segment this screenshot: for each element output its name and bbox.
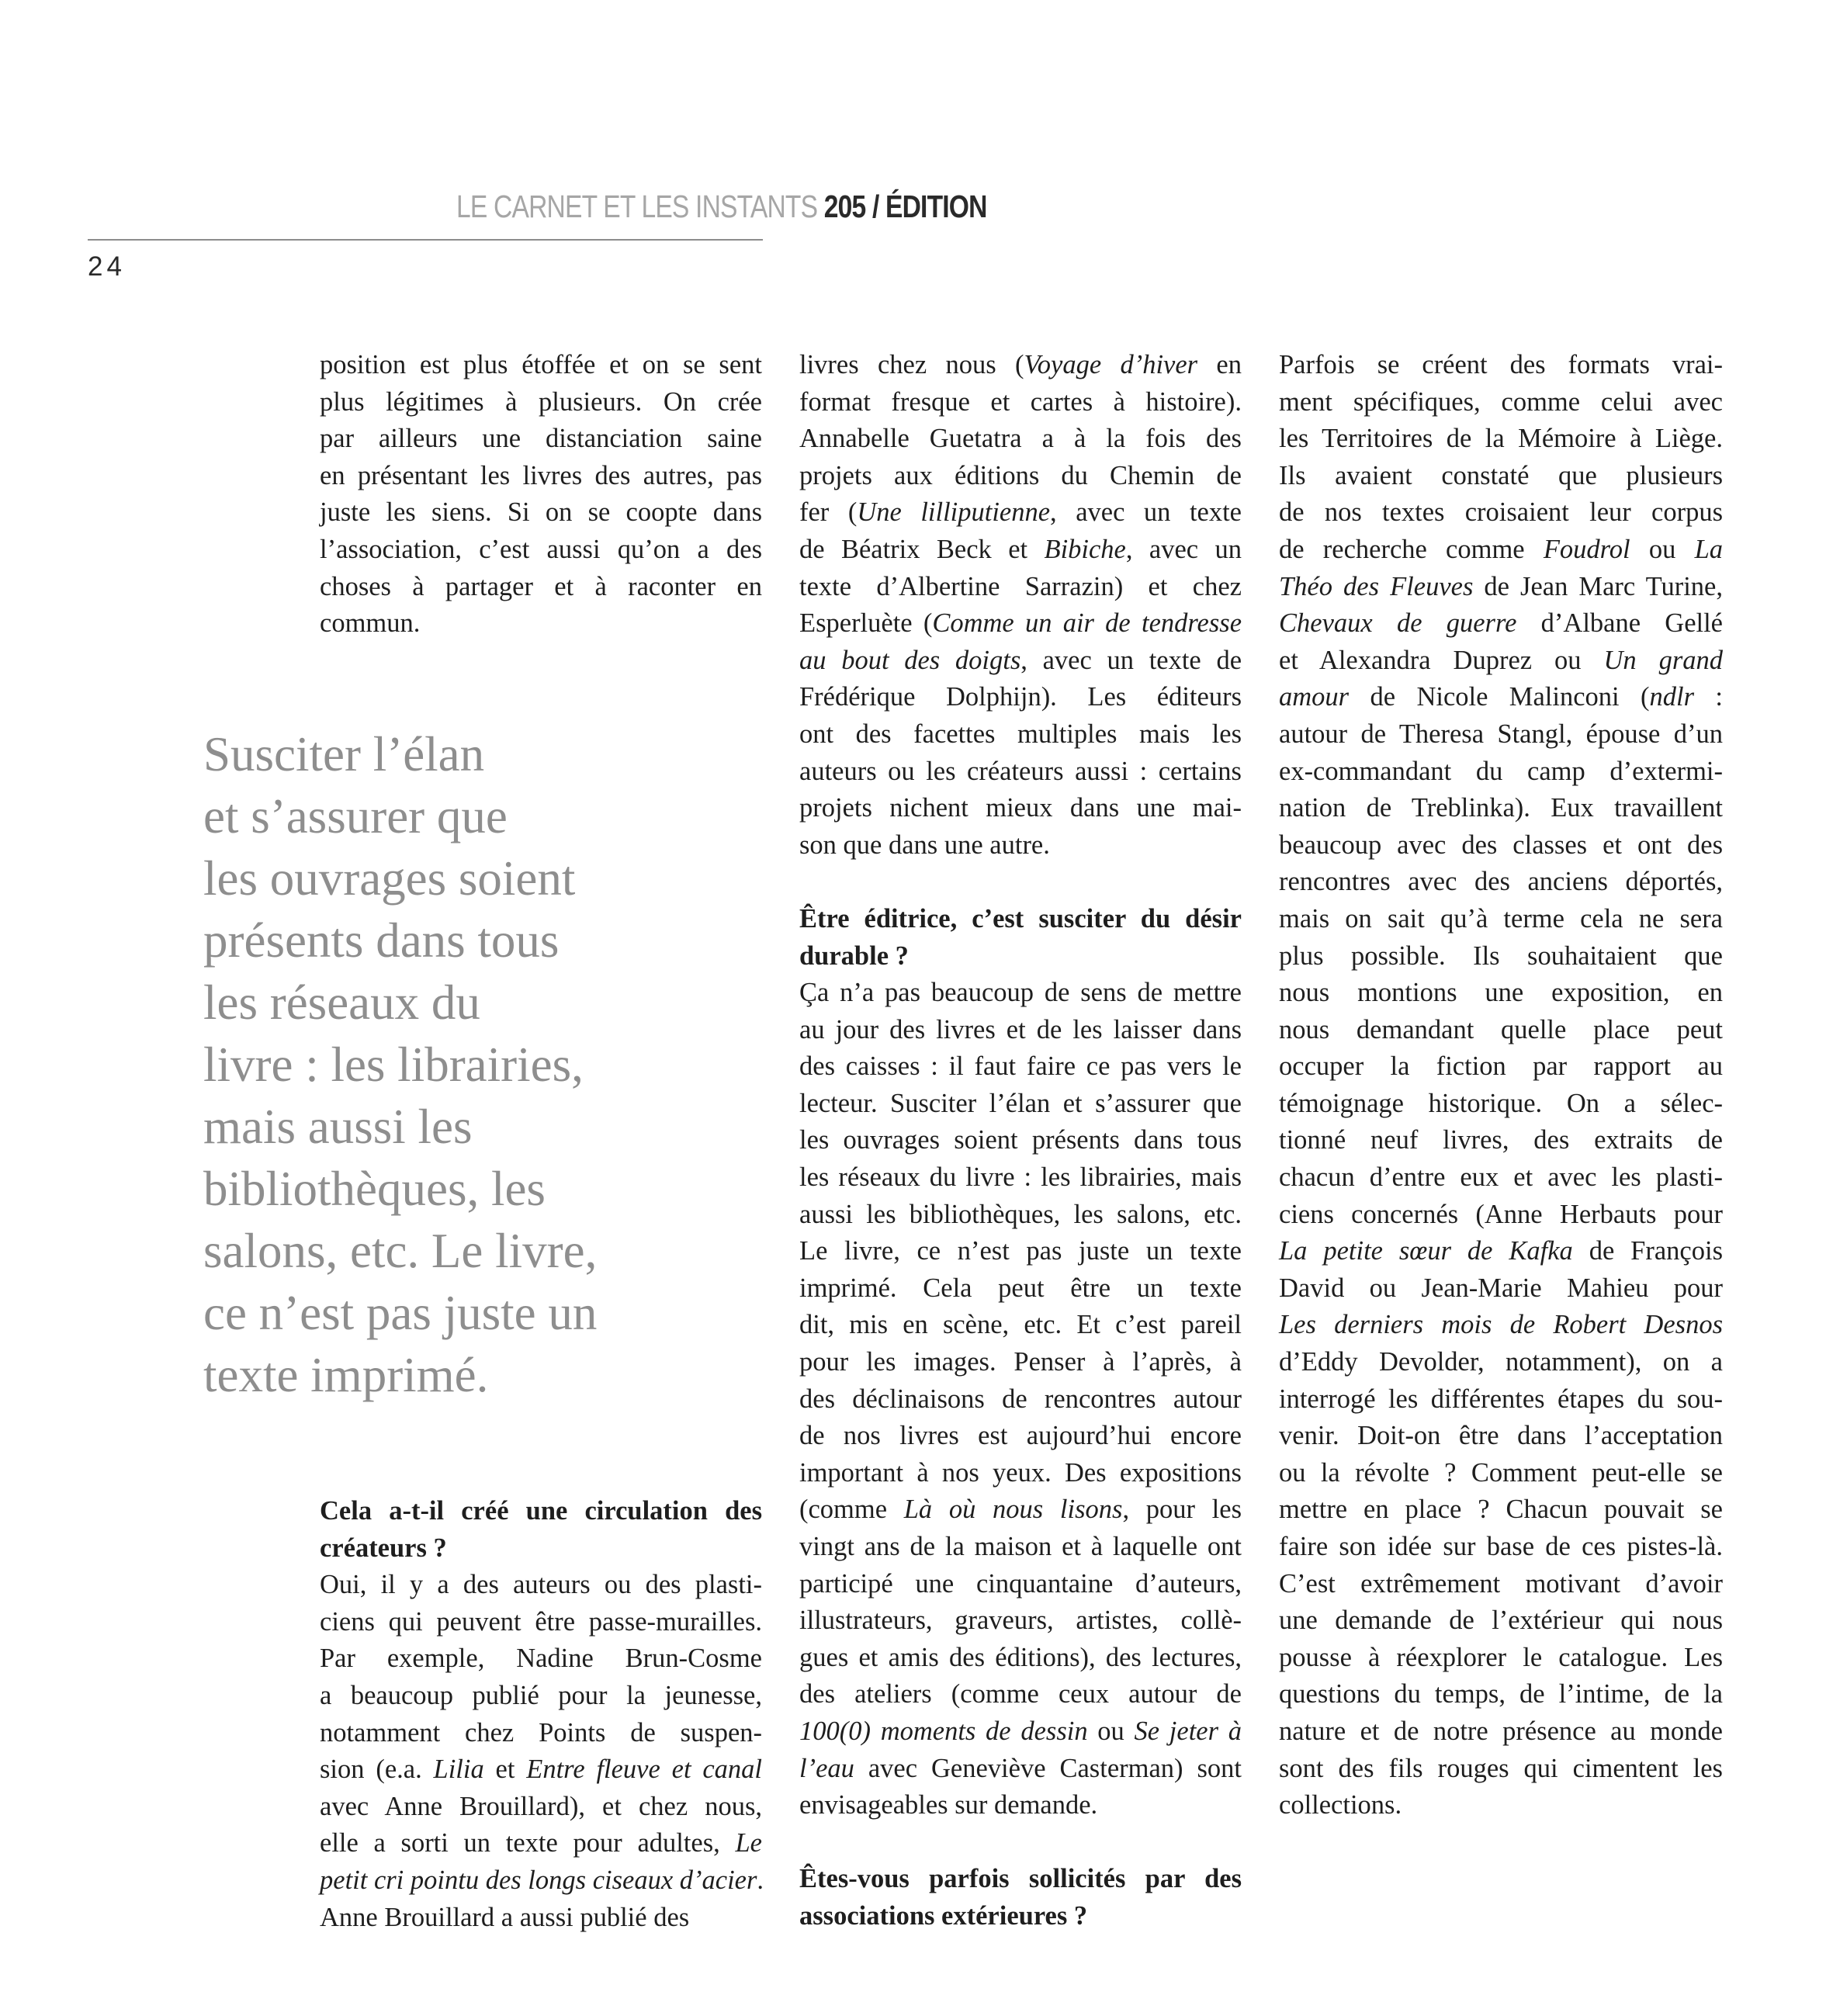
text-line bbox=[1279, 1602, 1723, 1640]
text-segment: d’Eddy Devolder, notamment), on a bbox=[1279, 1347, 1723, 1377]
text-line bbox=[799, 1529, 1242, 1566]
text-line bbox=[799, 1455, 1242, 1492]
text-segment: , avec un texte bbox=[1050, 497, 1242, 528]
text-line bbox=[1279, 494, 1723, 532]
text-line bbox=[799, 975, 1242, 1012]
text-segment: imprimé. Cela peut être un texte bbox=[799, 1273, 1242, 1303]
italic-title: Là où nous lisons bbox=[903, 1495, 1123, 1525]
text-line bbox=[1279, 679, 1723, 716]
text-line: bibliothèques, les bbox=[203, 1162, 546, 1216]
text-line: en présentant les livres des autres, pas bbox=[320, 460, 762, 490]
text-line bbox=[1279, 901, 1723, 938]
text-segment: fer ( bbox=[799, 497, 858, 528]
italic-title: Entre fleuve et canal bbox=[526, 1754, 762, 1785]
text-segment: occuper la fiction par rapport au bbox=[1279, 1051, 1723, 1082]
text-line bbox=[799, 1381, 1242, 1418]
text-segment: des ateliers (comme ceux autour de bbox=[799, 1679, 1242, 1709]
text-line: salons, etc. Le livre, bbox=[203, 1224, 598, 1278]
text-line bbox=[799, 1197, 1242, 1234]
text-line bbox=[799, 827, 1242, 864]
text-segment: ou la révolte ? Comment peut-elle se bbox=[1279, 1457, 1723, 1488]
text-line bbox=[1279, 1381, 1723, 1418]
text-segment: , pour les bbox=[1122, 1495, 1242, 1525]
text-line bbox=[1279, 1713, 1723, 1751]
text-segment: nous demandant quelle place peut bbox=[1279, 1014, 1723, 1044]
text-segment: les réseaux du livre : les librairies, mais bbox=[799, 1162, 1242, 1193]
text-line bbox=[320, 1567, 762, 1604]
italic-title: au bout des doigts bbox=[799, 645, 1021, 675]
answer-desire bbox=[799, 975, 1242, 1824]
text-segment: et Alexandra Duprez ou bbox=[1279, 645, 1604, 675]
italic-title: La petite sœur de Kafka bbox=[1279, 1236, 1573, 1266]
text-line bbox=[320, 1715, 762, 1752]
text-line bbox=[799, 421, 1242, 458]
text-segment: ciens concernés (Anne Herbauts pour bbox=[1279, 1199, 1723, 1229]
text-segment: les Territoires de la Mémoire à Liège. bbox=[1279, 424, 1723, 454]
text-segment: . bbox=[757, 1865, 764, 1895]
text-line bbox=[1279, 458, 1723, 495]
text-line bbox=[799, 569, 1242, 606]
text-segment: son que dans une autre. bbox=[799, 830, 1050, 860]
text-line bbox=[1279, 1012, 1723, 1049]
text-segment: de Nicole Malinconi ( bbox=[1349, 682, 1650, 712]
text-segment: Le livre, ce n’est pas juste un texte bbox=[799, 1236, 1242, 1266]
text-line bbox=[320, 1862, 762, 1900]
text-line: plus légitimes à plusieurs. On crée bbox=[320, 386, 762, 417]
text-segment: de François bbox=[1572, 1236, 1723, 1266]
text-line bbox=[320, 1900, 762, 1937]
text-line: les ouvrages soient bbox=[203, 851, 576, 906]
text-segment: pousse à réexplorer le catalogue. Les bbox=[1279, 1642, 1723, 1672]
text-line bbox=[1279, 864, 1723, 901]
text-segment: d’Albane Gellé bbox=[1516, 608, 1723, 639]
text-line bbox=[1279, 827, 1723, 864]
column-2 bbox=[799, 347, 1242, 1935]
text-segment: mettre en place ? Chacun pouvait se bbox=[1279, 1495, 1723, 1525]
italic-title: Chevaux de guerre bbox=[1279, 608, 1517, 639]
text-segment: de nos livres est aujourd’hui encore bbox=[799, 1421, 1242, 1451]
text-line: les réseaux du bbox=[203, 975, 480, 1030]
text-segment: faire son idée sur base de ces pistes-là. bbox=[1279, 1532, 1723, 1561]
text-line bbox=[799, 1787, 1242, 1824]
text-line bbox=[320, 1604, 762, 1641]
text-line bbox=[320, 1825, 762, 1862]
text-segment: envisageables sur demande. bbox=[799, 1790, 1098, 1820]
text-line bbox=[1279, 421, 1723, 458]
text-segment: Ça n’a pas beaucoup de sens de mettre bbox=[799, 978, 1242, 1008]
paragraph-gap bbox=[799, 864, 1242, 901]
text-segment: Esperluète ( bbox=[799, 608, 933, 639]
text-segment: a beaucoup publié pour la jeunesse, bbox=[320, 1680, 762, 1710]
text-line bbox=[1279, 1048, 1723, 1086]
text-line bbox=[1279, 605, 1723, 643]
text-segment: format fresque et cartes à histoire). bbox=[799, 386, 1242, 417]
text-line: choses à partager et à raconter en bbox=[320, 571, 762, 601]
italic-title: Lilia bbox=[433, 1754, 484, 1785]
text-line bbox=[1279, 1529, 1723, 1566]
text-line bbox=[799, 753, 1242, 791]
text-line bbox=[799, 1491, 1242, 1529]
text-line bbox=[1279, 1640, 1723, 1677]
text-segment: (comme bbox=[799, 1495, 904, 1525]
text-line bbox=[799, 1344, 1242, 1381]
text-segment: de Jean Marc Turine, bbox=[1473, 571, 1723, 601]
text-line bbox=[1279, 1787, 1723, 1824]
text-segment: livres chez nous ( bbox=[799, 350, 1024, 379]
text-segment: Ils avaient constaté que plusieurs bbox=[1279, 460, 1723, 490]
running-header bbox=[456, 189, 987, 225]
text-segment: Par exemple, Nadine Brun-Cosme bbox=[320, 1644, 762, 1674]
text-line: Être éditrice, c’est susciter du désir bbox=[799, 903, 1242, 934]
question-circulation bbox=[320, 1493, 762, 1567]
paragraph-gap bbox=[799, 1824, 1242, 1862]
text-line: durable ? bbox=[799, 940, 909, 971]
italic-title: La bbox=[1694, 534, 1723, 564]
header-rule bbox=[88, 239, 763, 241]
text-segment: projets nichent mieux dans une mai- bbox=[799, 793, 1242, 823]
text-line: position est plus étoffée et on se sent bbox=[320, 350, 762, 379]
text-line bbox=[799, 494, 1242, 532]
italic-title: Voyage d’hiver bbox=[1024, 350, 1198, 379]
text-segment: Frédérique Dolphijn). Les éditeurs bbox=[799, 682, 1242, 712]
text-line bbox=[320, 1640, 762, 1678]
text-segment: nature et de notre présence au monde bbox=[1279, 1716, 1723, 1746]
text-segment: beaucoup avec des classes et ont des bbox=[1279, 830, 1723, 860]
text-line bbox=[799, 1566, 1242, 1603]
text-line bbox=[1279, 1491, 1723, 1529]
text-line: et s’assurer que bbox=[203, 789, 508, 843]
text-segment: pour les images. Penser à l’après, à bbox=[799, 1347, 1242, 1377]
text-segment: Oui, il y a des auteurs ou des plasti- bbox=[320, 1570, 762, 1600]
text-segment: mais on sait qu’à terme cela ne sera bbox=[1279, 903, 1723, 934]
italic-title: Une lilliputienne bbox=[857, 497, 1051, 528]
text-line bbox=[1279, 1307, 1723, 1344]
text-line bbox=[1279, 716, 1723, 753]
text-line bbox=[1279, 938, 1723, 975]
text-line bbox=[799, 605, 1242, 643]
text-segment: elle a sorti un texte pour adultes, bbox=[320, 1828, 736, 1858]
text-line: livre : les librairies, bbox=[203, 1037, 584, 1092]
text-line bbox=[1279, 1086, 1723, 1123]
text-line bbox=[799, 1418, 1242, 1455]
text-segment: Parfois se créent des formats vrai- bbox=[1279, 350, 1723, 379]
text-line bbox=[799, 1307, 1242, 1344]
text-line bbox=[799, 1270, 1242, 1308]
text-segment: ex-commandant du camp d’extermi- bbox=[1279, 756, 1723, 786]
text-segment: en bbox=[1197, 350, 1242, 379]
text-line bbox=[1279, 1676, 1723, 1713]
column-1-bottom bbox=[320, 1493, 762, 1936]
italic-title: Foudrol bbox=[1543, 534, 1630, 564]
text-line: mais aussi les bbox=[203, 1100, 473, 1154]
text-line: Susciter l’élan bbox=[203, 727, 485, 781]
text-line bbox=[1279, 753, 1723, 791]
text-segment: des déclinaisons de rencontres autour bbox=[799, 1384, 1242, 1414]
answer-associations bbox=[1279, 347, 1723, 1824]
text-line bbox=[799, 1159, 1242, 1197]
text-line bbox=[1279, 569, 1723, 606]
answer-circulation bbox=[320, 1567, 762, 1936]
text-line: l’association, c’est aussi qu’on a des bbox=[320, 534, 762, 564]
text-segment: plus possible. Ils souhaitaient que bbox=[1279, 940, 1723, 971]
text-line bbox=[799, 1086, 1242, 1123]
text-line: par ailleurs une distanciation saine bbox=[320, 424, 762, 454]
text-segment: aussi les bibliothèques, les salons, etc. bbox=[799, 1199, 1242, 1229]
text-segment: dit, mis en scène, etc. Et c’est pareil bbox=[799, 1310, 1242, 1340]
text-line bbox=[1279, 532, 1723, 569]
text-segment: important à nos yeux. Des expositions bbox=[799, 1457, 1242, 1488]
italic-title: petit cri pointu des longs ciseaux d’acier bbox=[320, 1865, 757, 1895]
text-line bbox=[1279, 1455, 1723, 1492]
text-segment: illustrateurs, graveurs, artistes, collè- bbox=[799, 1606, 1242, 1636]
text-segment: projets aux éditions du Chemin de bbox=[799, 460, 1242, 490]
text-line bbox=[799, 1640, 1242, 1677]
column-1-top bbox=[320, 347, 762, 643]
question-associations bbox=[799, 1861, 1242, 1935]
page-number: 24 bbox=[88, 251, 126, 282]
issue-number: 205 bbox=[823, 189, 866, 224]
text-line bbox=[799, 1713, 1242, 1751]
pull-quote bbox=[203, 723, 597, 1406]
text-segment: sont des fils rouges qui cimentent les bbox=[1279, 1753, 1723, 1783]
text-line bbox=[1279, 1344, 1723, 1381]
magazine-title: LE CARNET ET LES INSTANTS bbox=[456, 189, 824, 224]
text-segment: lecteur. Susciter l’élan et s’assurer que bbox=[799, 1088, 1242, 1118]
italic-title: Théo des Fleuves bbox=[1279, 571, 1474, 601]
text-line bbox=[799, 1048, 1242, 1086]
text-line: créateurs ? bbox=[320, 1533, 447, 1563]
italic-title: Bibiche bbox=[1044, 534, 1126, 564]
text-line bbox=[1279, 1751, 1723, 1788]
text-segment: et bbox=[483, 1754, 527, 1785]
text-line bbox=[799, 1012, 1242, 1049]
text-line bbox=[1279, 1418, 1723, 1455]
section-name: / ÉDITION bbox=[865, 189, 987, 224]
text-line bbox=[320, 1789, 762, 1826]
text-line bbox=[1279, 790, 1723, 827]
text-segment: une demande de l’extérieur qui nous bbox=[1279, 1606, 1723, 1636]
text-line: présents dans tous bbox=[203, 913, 560, 968]
text-segment: chacun d’entre eux et avec les plasti- bbox=[1279, 1162, 1723, 1193]
column-1-intro bbox=[320, 347, 762, 643]
text-line bbox=[1279, 1233, 1723, 1270]
text-line bbox=[320, 1751, 762, 1789]
text-line: juste les siens. Si on se coopte dans bbox=[320, 497, 762, 528]
text-segment: ont des facettes multiples mais les bbox=[799, 719, 1242, 749]
text-segment: de Béatrix Beck et bbox=[799, 534, 1045, 564]
text-line bbox=[1279, 1159, 1723, 1197]
text-segment: les ouvrages soient présents dans tous bbox=[799, 1125, 1242, 1155]
text-line bbox=[1279, 1197, 1723, 1234]
italic-title: ndlr bbox=[1649, 682, 1695, 712]
text-line: associations extérieures ? bbox=[799, 1900, 1088, 1931]
italic-title: 100(0) moments de dessin bbox=[799, 1716, 1088, 1746]
text-segment: nation de Treblinka). Eux travaillent bbox=[1279, 793, 1723, 823]
italic-title: Le bbox=[735, 1828, 762, 1858]
text-line bbox=[1279, 1122, 1723, 1159]
text-segment: ment spécifiques, comme celui avec bbox=[1279, 386, 1723, 417]
text-segment: avec Anne Brouillard), et chez nous, bbox=[320, 1791, 762, 1821]
text-segment: des caisses : il faut faire ce pas vers le bbox=[799, 1051, 1242, 1082]
text-segment: interrogé les différentes étapes du sou- bbox=[1279, 1384, 1723, 1414]
text-line bbox=[799, 643, 1242, 680]
text-line bbox=[1279, 975, 1723, 1012]
text-segment: ciens qui peuvent être passe-murailles. bbox=[320, 1606, 762, 1637]
text-segment: rencontres avec des anciens déportés, bbox=[1279, 867, 1723, 897]
text-line bbox=[1279, 1566, 1723, 1603]
text-line bbox=[1279, 643, 1723, 680]
text-segment: de nos textes croisaient leur corpus bbox=[1279, 497, 1723, 528]
text-segment: autour de Theresa Stangl, épouse d’un bbox=[1279, 719, 1723, 749]
text-segment: texte d’Albertine Sarrazin) et chez bbox=[799, 571, 1242, 601]
column-3 bbox=[1279, 347, 1723, 1824]
text-segment: , avec un bbox=[1125, 534, 1242, 564]
text-segment: de recherche comme bbox=[1279, 534, 1544, 564]
text-line bbox=[1279, 384, 1723, 421]
text-segment: questions du temps, de l’intime, de la bbox=[1279, 1679, 1723, 1709]
italic-title: l’eau bbox=[799, 1753, 854, 1783]
text-line bbox=[1279, 347, 1723, 384]
column-2-intro bbox=[799, 347, 1242, 864]
text-line bbox=[799, 532, 1242, 569]
text-line bbox=[1279, 1270, 1723, 1308]
italic-title: amour bbox=[1279, 682, 1350, 712]
text-line bbox=[799, 458, 1242, 495]
text-segment: Anne Brouillard a aussi publié des bbox=[320, 1902, 690, 1932]
italic-title: Un grand bbox=[1603, 645, 1724, 675]
text-segment: témoignage historique. On a sélec- bbox=[1279, 1088, 1723, 1118]
text-line bbox=[320, 1678, 762, 1715]
text-line: ce n’est pas juste un bbox=[203, 1286, 598, 1340]
text-segment: notamment chez Points de suspen- bbox=[320, 1717, 762, 1748]
question-desire bbox=[799, 901, 1242, 975]
text-line: texte imprimé. bbox=[203, 1348, 489, 1402]
text-segment: , avec un texte de bbox=[1020, 645, 1242, 675]
text-segment: ou bbox=[1630, 534, 1695, 564]
text-segment: au jour des livres et de les laisser dans bbox=[799, 1014, 1242, 1044]
italic-title: Les derniers mois de Robert Desnos bbox=[1279, 1310, 1723, 1340]
text-line bbox=[799, 1602, 1242, 1640]
text-segment: ou bbox=[1087, 1716, 1135, 1746]
text-line bbox=[799, 384, 1242, 421]
italic-title: Comme un air de tendresse bbox=[932, 608, 1242, 639]
text-segment: tionné neuf livres, des extraits de bbox=[1279, 1125, 1723, 1155]
text-segment: : bbox=[1694, 682, 1723, 712]
text-line: Êtes-vous parfois sollicités par des bbox=[799, 1864, 1242, 1894]
text-segment: avec Geneviève Casterman) sont bbox=[854, 1753, 1242, 1783]
text-line bbox=[799, 679, 1242, 716]
text-line bbox=[799, 1122, 1242, 1159]
text-segment: participé une cinquantaine d’auteurs, bbox=[799, 1568, 1242, 1599]
text-line bbox=[799, 1751, 1242, 1788]
text-line bbox=[799, 1233, 1242, 1270]
text-segment: David ou Jean-Marie Mahieu pour bbox=[1279, 1273, 1723, 1303]
text-line bbox=[799, 790, 1242, 827]
text-segment: collections. bbox=[1279, 1790, 1402, 1820]
italic-title: Se jeter à bbox=[1134, 1716, 1242, 1746]
text-line bbox=[799, 716, 1242, 753]
text-segment: gues et amis des éditions), des lectures, bbox=[799, 1642, 1242, 1672]
text-line bbox=[799, 1676, 1242, 1713]
text-line: Cela a-t-il créé une circulation des bbox=[320, 1496, 762, 1526]
text-segment: auteurs ou les créateurs aussi : certains bbox=[799, 756, 1242, 786]
text-segment: venir. Doit-on être dans l’acceptation bbox=[1279, 1421, 1723, 1451]
text-line bbox=[799, 347, 1242, 384]
text-segment: C’est extrêmement motivant d’avoir bbox=[1279, 1568, 1723, 1599]
text-segment: sion (e.a. bbox=[320, 1754, 434, 1785]
text-line: commun. bbox=[320, 608, 421, 639]
text-segment: Annabelle Guetatra a à la fois des bbox=[799, 424, 1242, 454]
text-segment: nous montions une exposition, en bbox=[1279, 978, 1723, 1008]
text-segment: vingt ans de la maison et à laquelle ont bbox=[799, 1532, 1242, 1561]
